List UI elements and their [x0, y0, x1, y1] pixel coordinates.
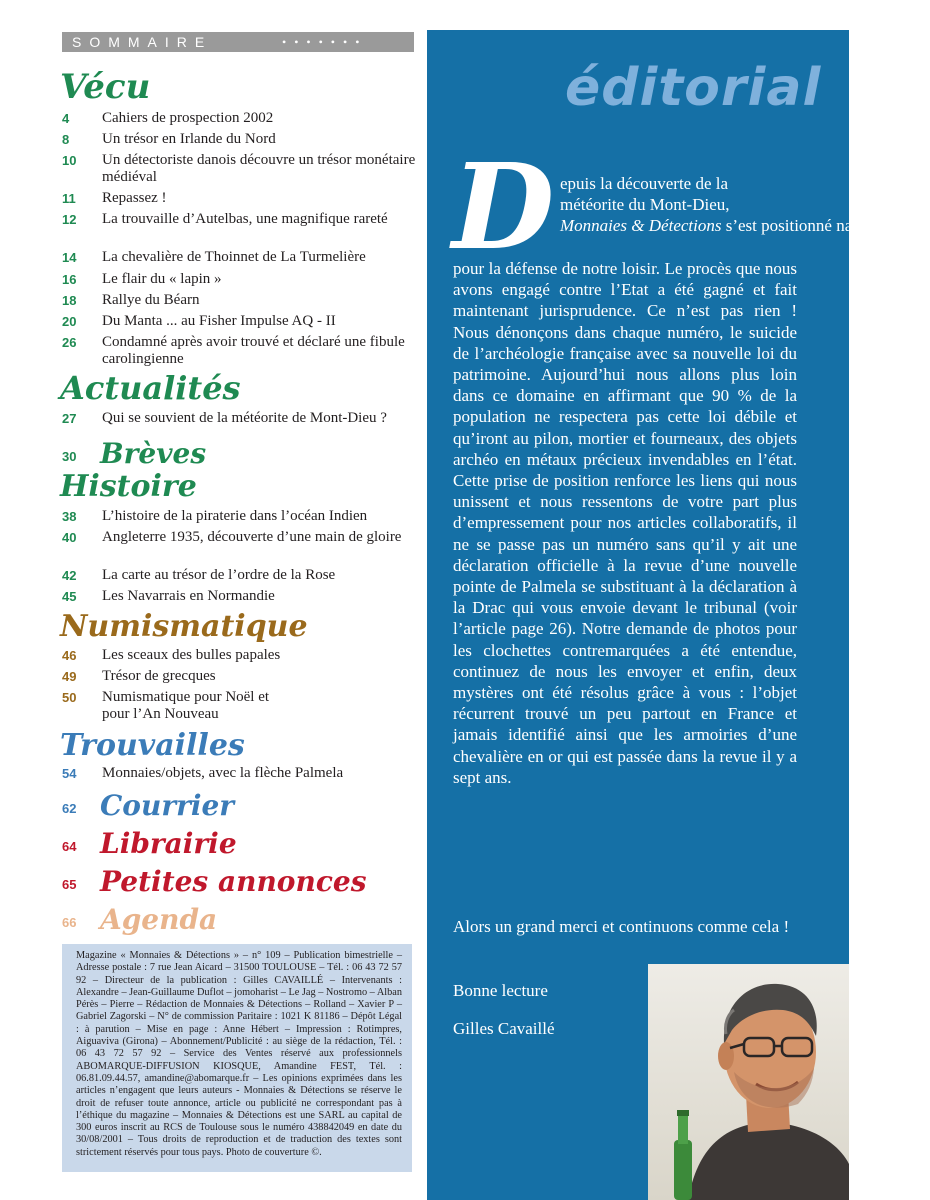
- editorial-dropcap: D: [452, 137, 555, 276]
- toc-page: 54: [62, 766, 77, 781]
- toc-text: Un trésor en Irlande du Nord: [102, 131, 276, 147]
- section-title-breves: Brèves: [100, 437, 207, 470]
- toc-text: Le flair du « lapin »: [102, 271, 222, 287]
- toc-page: 30: [62, 449, 77, 464]
- toc-page: 49: [62, 669, 77, 684]
- toc-text: Qui se souvient de la météorite de Mont-Dieu ?: [102, 410, 387, 426]
- toc-text: La chevalière de Thoinnet de La Turmelière: [102, 249, 366, 265]
- toc-text: La carte au trésor de l’ordre de la Rose: [102, 567, 336, 583]
- toc-text: Condamné après avoir trouvé et déclaré une fibule carolingienne: [102, 334, 405, 367]
- section-title-courrier: Courrier: [100, 789, 235, 822]
- section-title-petites-annonces: Petites annonces: [100, 865, 367, 898]
- toc-page: 14: [62, 250, 77, 265]
- section-title-histoire: Histoire: [60, 469, 197, 504]
- toc-page: 26: [62, 335, 77, 350]
- toc-text: Repassez !: [102, 190, 167, 206]
- toc-page: 45: [62, 589, 77, 604]
- credits-text: Magazine « Monnaies & Détections » – n° 109 – Publication bimestrielle – Adresse postale : 7 rue Jean Aicard – 31500 TOULOUSE – Tél. : 06 43 72 57 92 – Directeur de la publication : Gilles CAVAILLÉ – Intervenants : Alexandre – Jean-Guillaume Duflot – jomoharist – Le Jag – Nostromo – Alban Pérès – Pierre – Rédaction de Monnaies & Détections – Rolland – Xavier P – Gabriel Zagorski – N° de commission Paritaire : 1021 K 81186 – Dépôt Légal : à parution – Mise en page : Anne Hébert – Impression : Rotimpres, Aiguaviva (Girona) – Abonnement/Publicité : au siège de la rédaction, Tél. : 06 43 72 57 92 – Service des Ventes réservé aux professionnels ABOMARQUE-DIFFUSION KIOSQUE, Amandine FEST, Tél. : 06.81.09.44.57, amandine@abomarque.fr – Les opinions exprimées dans les articles n’engagent que leurs auteurs - Monnaies & Détections se réserve le droit de refuser toute annonce, article ou publicité ne correspondant pas à l’éthique du magazine – Monnaies & Détections est une SARL au capital de 300 euros inscrit au RCS de Toulouse sous le numéro 438842049 en date du 30/08/2001 – Tous droits de reproduction et de traduction des textes sont strictement réservés pour tous pays. Photo de couverture ©.: [76, 950, 403, 1158]
- toc-page: 16: [62, 272, 77, 287]
- toc-text: Numismatique pour Noël et pour l’An Nouveau: [102, 689, 270, 722]
- editorial-greeting: Bonne lecture: [453, 981, 548, 1000]
- toc-text: Trésor de grecques: [102, 668, 216, 684]
- sommaire-title: SOMMAIRE: [72, 34, 213, 50]
- editorial-line: météorite du Mont-Dieu,: [560, 195, 730, 215]
- editorial-line: epuis la découverte de la: [560, 174, 729, 193]
- section-title-trouvailles: Trouvailles: [60, 728, 245, 763]
- editorial-closing: Alors un grand merci et continuons comme cela !: [453, 917, 790, 936]
- toc-text: Rallye du Béarn: [102, 292, 200, 308]
- toc-text: L’histoire de la piraterie dans l’océan Indien: [102, 508, 368, 524]
- toc-text: Angleterre 1935, découverte d’une main de gloire: [102, 529, 402, 545]
- toc-text: La trouvaille d’Autelbas, une magnifique rareté: [102, 211, 388, 227]
- toc-text: Un détectoriste danois découvre un trésor monétaire médiéval: [102, 152, 416, 185]
- section-title-numismatique: Numismatique: [60, 609, 308, 644]
- toc-page: 50: [62, 690, 77, 705]
- toc-page: 10: [62, 153, 77, 168]
- toc-page: 11: [62, 191, 76, 206]
- toc-text: Cahiers de prospection 2002: [102, 110, 274, 126]
- toc-text: Les sceaux des bulles papales: [102, 647, 281, 663]
- editorial-intro: [560, 173, 930, 237]
- toc-page: 62: [62, 801, 77, 816]
- sommaire-header: [62, 32, 414, 52]
- section-title-actualites: Actualités: [60, 369, 241, 407]
- toc-page: 12: [62, 212, 77, 227]
- toc-page: 42: [62, 568, 77, 583]
- toc-text: Monnaies/objets, avec la flèche Palmela: [102, 765, 344, 781]
- toc-page: 27: [62, 411, 77, 426]
- magazine-name: Monnaies & Détections: [560, 216, 722, 236]
- toc-page: 40: [62, 530, 77, 545]
- toc-page: 20: [62, 314, 77, 329]
- toc-page: 64: [62, 839, 77, 854]
- editorial-body: pour la défense de notre loisir. Le procès que nous avons engagé contre l’Etat a été gagné et fait maintenant jurisprudence. Ce n’est pas rien ! Nous dénonçons dans chaque numéro, le suicide de l’archéologie française avec sa nouvelle loi du patrimoine. Aujourd’hui nous allons plus loin dans ce domaine en affirmant que 90 % de la population ne respectera pas cette loi débile et qu’iront au pilon, mortier et fourneaux, des objets archéo en métaux précieux invendables en l’état. Cette prise de position renforce les liens qui nous unissent et nous ressentons de votre part plus d’empressement pour nos articles collaboratifs, il ne se passe pas un numéro sans qu’il y ait une déclaration officielle à la revue d’une nouvelle pointe de Palmela se substituant à la déclaration à la Drac qui vous envoie devant le tribunal (voir l’article page 26). Notre demande de photos pour les clochettes contremarquées a été entendue, continuez de nous les envoyer et enfin, deux mystères ont été résolus grâce à vous : l’objet récurrent trouvé un peu partout en France et jamais identifié ainsi que les armoiries d’une chevalière en or qui est passée dans la revue il y a sept ans.: [453, 259, 797, 787]
- editorial-signature: Gilles Cavaillé: [453, 1019, 555, 1038]
- section-title-agenda: Agenda: [100, 903, 218, 936]
- toc-page: 8: [62, 132, 70, 147]
- toc-page: 4: [62, 111, 70, 126]
- toc-page: 65: [62, 877, 77, 892]
- toc-page: 46: [62, 648, 77, 663]
- toc-page: 38: [62, 509, 77, 524]
- editorial-title: éditorial: [565, 58, 822, 118]
- toc-text: Les Navarrais en Normandie: [102, 588, 275, 604]
- toc-text: Du Manta ... au Fisher Impulse AQ - II: [102, 313, 336, 329]
- sommaire-dots: •••••••: [282, 35, 368, 49]
- author-photo: [648, 964, 849, 1200]
- editorial-text: s’est positionné naturellement: [721, 216, 930, 236]
- section-title-librairie: Librairie: [100, 827, 237, 860]
- credits-box: [62, 944, 412, 1172]
- toc-page: 66: [62, 915, 77, 930]
- section-title-vecu: Vécu: [60, 67, 151, 107]
- toc-page: 18: [62, 293, 77, 308]
- editorial-line: [560, 215, 930, 236]
